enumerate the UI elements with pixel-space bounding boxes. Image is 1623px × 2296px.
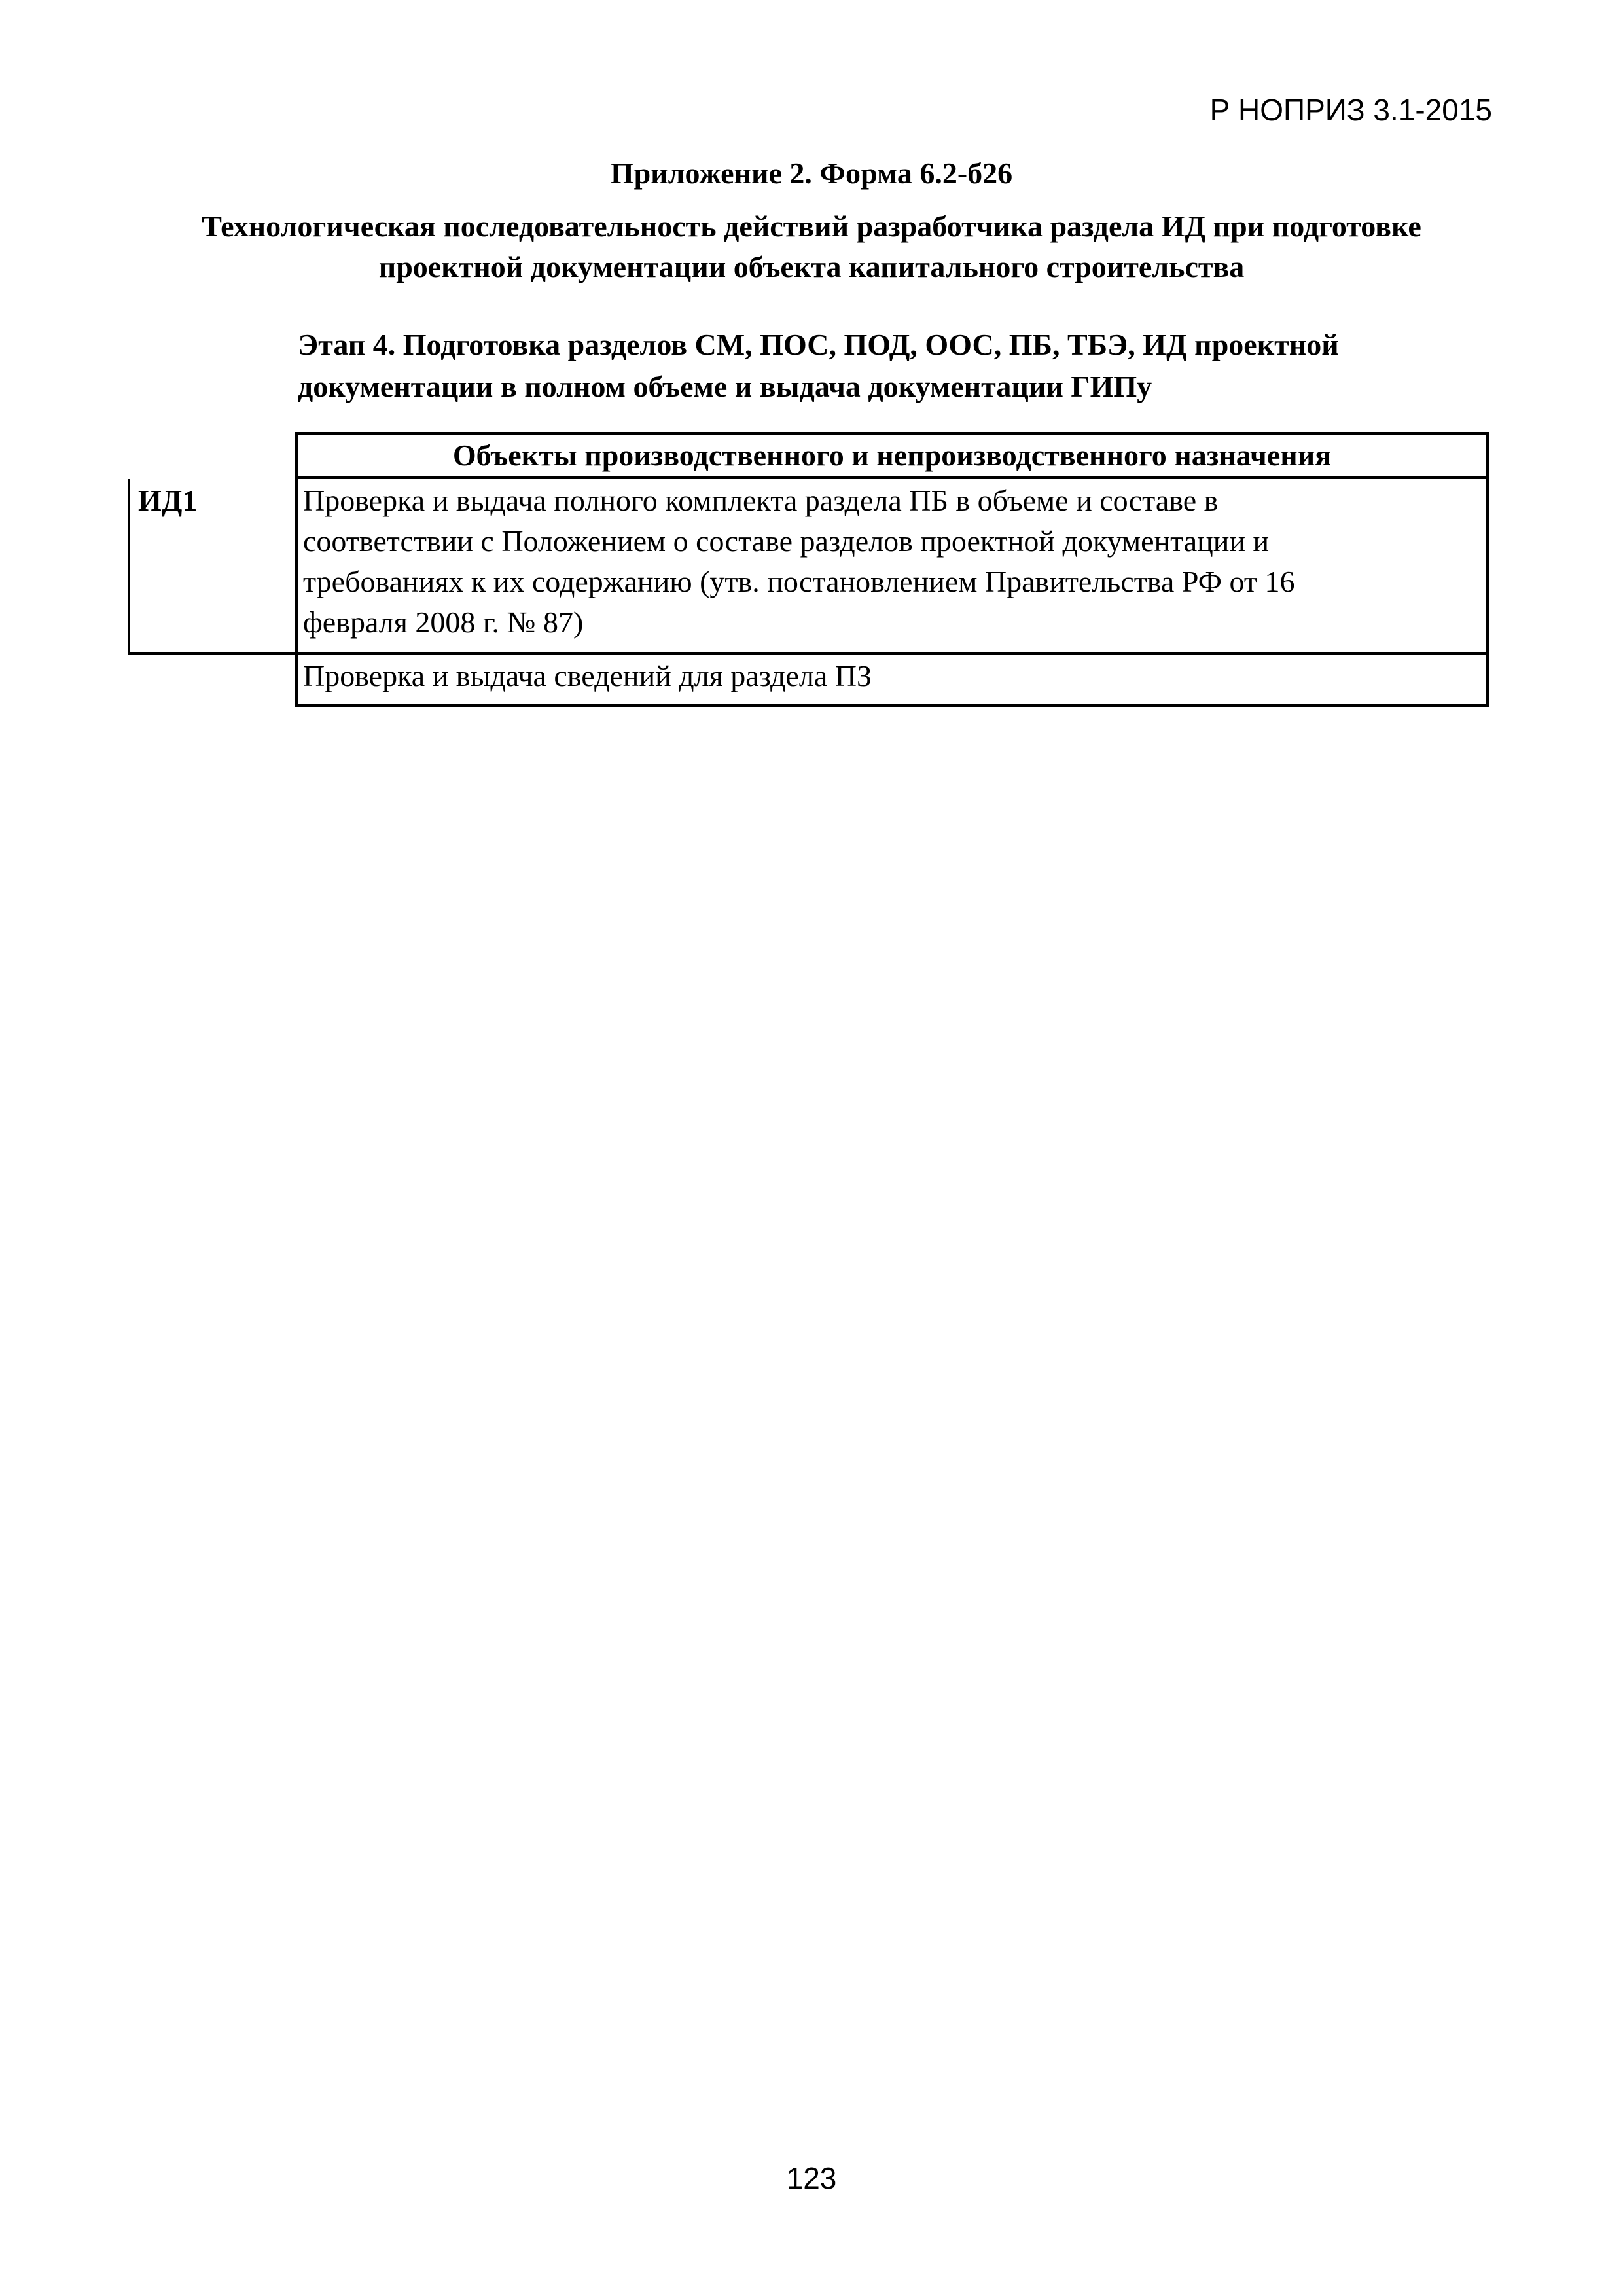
row-description-cell: Проверка и выдача сведений для раздела ПЗ: [295, 655, 1489, 707]
row-description-cell: [295, 479, 1489, 655]
table-header-cell: Объекты производственного и непроизводственного назначения: [295, 432, 1489, 479]
row-code-cell: [128, 655, 295, 707]
main-title-line: Технологическая последовательность действий разработчика раздела ИД при подготовке: [202, 209, 1421, 243]
stage-title-line: документации в полном объеме и выдача документации ГИПу: [298, 370, 1152, 403]
main-title: [118, 206, 1505, 287]
row-description-line: соответствии с Положением о составе разделов проектной документации и: [303, 524, 1270, 558]
table-row: [128, 479, 1489, 655]
table-header-code-cell: [128, 432, 295, 479]
main-title-line: проектной документации объекта капитального строительства: [378, 250, 1245, 283]
row-description-line: февраля 2008 г. № 87): [303, 605, 584, 639]
page-number: 123: [786, 2161, 837, 2195]
document-code: Р НОПРИЗ 3.1-2015: [1209, 93, 1492, 127]
actions-table: [128, 432, 1489, 707]
stage-title: [298, 324, 1541, 408]
row-description-line: требованиях к их содержанию (утв. постановлением Правительства РФ от 16: [303, 565, 1295, 598]
table-header-row: [128, 432, 1489, 479]
table-row: [128, 655, 1489, 707]
appendix-title: Приложение 2. Форма 6.2-б26: [610, 156, 1013, 190]
row-code-cell: ИД1: [128, 479, 295, 655]
row-description-line: Проверка и выдача полного комплекта раздела ПБ в объеме и составе в: [303, 484, 1219, 517]
stage-title-line: Этап 4. Подготовка разделов СМ, ПОС, ПОД, ООС, ПБ, ТБЭ, ИД проектной: [298, 328, 1339, 361]
